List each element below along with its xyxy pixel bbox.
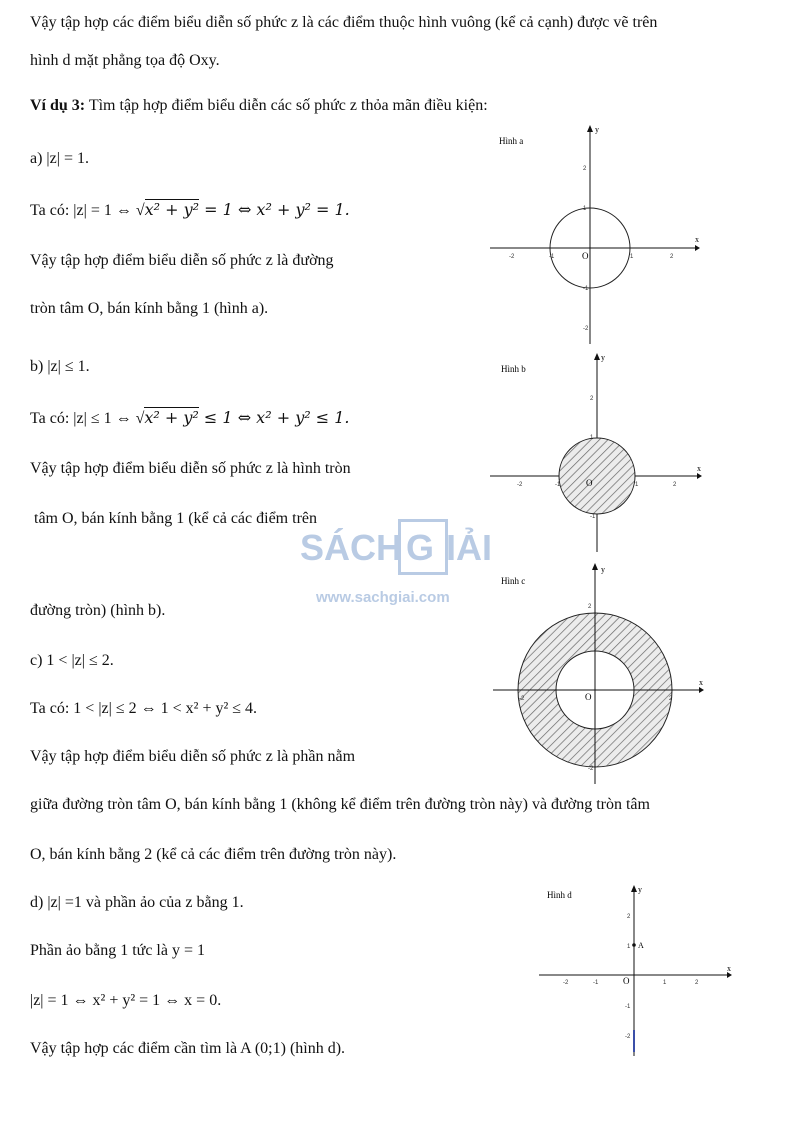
- figure-a: [485, 122, 710, 347]
- figure-d-tick-ym2: -2: [625, 1034, 631, 1040]
- figure-b-tick-y2: 2: [590, 396, 594, 402]
- figure-a-tick-y1: 1: [583, 206, 587, 212]
- figure-b-origin: O: [586, 478, 593, 488]
- figure-d: [535, 880, 745, 1060]
- figure-c-x-arrow: [699, 687, 704, 693]
- watermark-brand-left: SÁCH: [300, 527, 403, 568]
- figure-d-tick-x2: 2: [695, 980, 699, 986]
- figure-b-disk: [559, 438, 635, 514]
- part-d-conclusion: Vậy tập hợp các điểm cần tìm là A (0;1) (hình d).: [30, 1040, 346, 1057]
- part-b-conclusion-2: tâm O, bán kính bằng 1 (kể cả các điểm trên: [34, 510, 317, 527]
- figure-b-tick-xm1: -1: [555, 482, 561, 488]
- figure-c-title: Hình c: [501, 576, 526, 586]
- figure-a-y-label: y: [595, 125, 599, 134]
- figure-d-ticks: [563, 914, 699, 1040]
- figure-c: [485, 556, 715, 786]
- part-b-conclusion-3: đường tròn) (hình b).: [30, 602, 166, 619]
- figure-d-title: Hình d: [547, 890, 572, 900]
- figure-d-tick-x1: 1: [663, 980, 667, 986]
- figure-b-tick-xm2: -2: [517, 482, 523, 488]
- part-a-eq-suffix: = 1 ⇔ x² + y² = 1.: [199, 200, 350, 219]
- figure-b-y-label: y: [601, 353, 605, 362]
- figure-b-x-arrow: [697, 473, 702, 479]
- part-b-heading: b) |z| ≤ 1.: [30, 358, 90, 375]
- sqrt-icon: √: [135, 202, 145, 219]
- part-c-conclusion-1: Vậy tập hợp điểm biểu diễn số phức z là phần nằm: [30, 748, 356, 765]
- figure-d-tick-y2: 2: [627, 914, 631, 920]
- figure-a-tick-ym2: -2: [583, 326, 589, 332]
- figure-b-tick-ym1: -1: [590, 514, 596, 520]
- figure-d-origin: O: [623, 976, 630, 986]
- figure-c-tick-xm2: -2: [519, 696, 525, 702]
- part-a-sqrt-content: x² + y²: [144, 200, 200, 219]
- watermark: [300, 515, 510, 610]
- figure-a-tick-x2: 2: [670, 254, 674, 260]
- figure-d-tick-xm2: -2: [563, 980, 569, 986]
- figure-c-tick-ym2: -2: [588, 766, 594, 772]
- figure-d-point-a: [632, 943, 636, 947]
- figure-a-origin: O: [582, 251, 589, 261]
- figure-b-tick-x1: 1: [635, 482, 639, 488]
- figure-d-tick-y1: 1: [627, 944, 631, 950]
- figure-d-tick-xm1: -1: [593, 980, 599, 986]
- part-c-equation: Ta có: 1 < |z| ≤ 2 ⇔ 1 < x² + y² ≤ 4.: [30, 700, 258, 717]
- figure-a-tick-xm1: -1: [549, 254, 555, 260]
- figure-d-y-arrow: [631, 885, 637, 892]
- example-3-line: [30, 97, 488, 115]
- part-c-conclusion-3: O, bán kính bằng 2 (kể cả các điểm trên đường tròn này).: [30, 846, 397, 863]
- figure-a-title: Hình a: [499, 136, 524, 146]
- figure-a-y-arrow: [587, 125, 593, 132]
- figure-a-tick-xm2: -2: [509, 254, 515, 260]
- figure-a-tick-x1: 1: [630, 254, 634, 260]
- part-d-line-2: |z| = 1 ⇔ x² + y² = 1 ⇔ x = 0.: [30, 992, 222, 1009]
- part-b-eq-suffix: ≤ 1 ⇔ x² + y² ≤ 1.: [198, 408, 350, 427]
- part-a-conclusion-2: tròn tâm O, bán kính bằng 1 (hình a).: [30, 300, 269, 317]
- figure-a-tick-ym1: -1: [583, 286, 589, 292]
- figure-b-y-arrow: [594, 353, 600, 360]
- figure-a-x-label: x: [695, 235, 699, 244]
- sqrt-icon: √: [135, 410, 145, 427]
- example-3-label: Ví dụ 3:: [30, 97, 86, 114]
- intro-line-2: hình d mặt phẳng tọa độ Oxy.: [30, 52, 220, 69]
- part-a-equation: [30, 200, 350, 220]
- figure-b-title: Hình b: [501, 364, 526, 374]
- watermark-brand-right: IẢI: [446, 527, 493, 568]
- part-b-equation: [30, 408, 350, 428]
- figure-a-x-arrow: [695, 245, 700, 251]
- figure-c-tick-x2: 2: [669, 696, 673, 702]
- part-c-heading: c) 1 < |z| ≤ 2.: [30, 652, 114, 669]
- part-a-heading: a) |z| = 1.: [30, 150, 89, 167]
- part-c-conclusion-2: giữa đường tròn tâm O, bán kính bằng 1 (không kể điểm trên đường tròn này) và đường tròn tâm: [30, 796, 650, 813]
- figure-c-y-arrow: [592, 563, 598, 570]
- example-3-text: Tìm tập hợp điểm biểu diễn các số phức z thỏa mãn điều kiện:: [85, 97, 488, 114]
- figure-b: [485, 350, 710, 555]
- figure-c-tick-y2: 2: [588, 604, 592, 610]
- figure-d-y-label: y: [638, 885, 642, 894]
- part-b-sqrt-content: x² + y²: [144, 408, 199, 427]
- watermark-url: www.sachgiai.com: [316, 589, 450, 606]
- part-d-line-1: Phần ảo bằng 1 tức là y = 1: [30, 942, 205, 959]
- figure-a-ticks: [509, 166, 674, 332]
- part-a-eq-prefix: Ta có: |z| = 1 ⇔: [30, 202, 136, 219]
- part-a-conclusion-1: Vậy tập hợp điểm biểu diễn số phức z là đường: [30, 252, 334, 269]
- part-b-conclusion-1: Vậy tập hợp điểm biểu diễn số phức z là hình tròn: [30, 460, 351, 477]
- figure-b-tick-y1: 1: [590, 435, 594, 441]
- part-b-eq-prefix: Ta có: |z| ≤ 1 ⇔: [30, 410, 136, 427]
- figure-b-tick-x2: 2: [673, 482, 677, 488]
- figure-d-tick-ym1: -1: [625, 1004, 631, 1010]
- figure-c-y-label: y: [601, 565, 605, 574]
- figure-c-x-label: x: [699, 678, 703, 687]
- figure-b-x-label: x: [697, 464, 701, 473]
- figure-d-x-label: x: [727, 964, 731, 973]
- figure-a-tick-y2: 2: [583, 166, 587, 172]
- part-d-heading: d) |z| =1 và phần ảo của z bằng 1.: [30, 894, 244, 911]
- intro-line-1: Vậy tập hợp các điểm biểu diễn số phức z là các điểm thuộc hình vuông (kể cả cạnh) được vẽ trên: [30, 14, 658, 31]
- watermark-brand-g: G: [406, 527, 435, 568]
- figure-d-point-a-label: A: [638, 941, 644, 950]
- figure-c-origin: O: [585, 692, 592, 702]
